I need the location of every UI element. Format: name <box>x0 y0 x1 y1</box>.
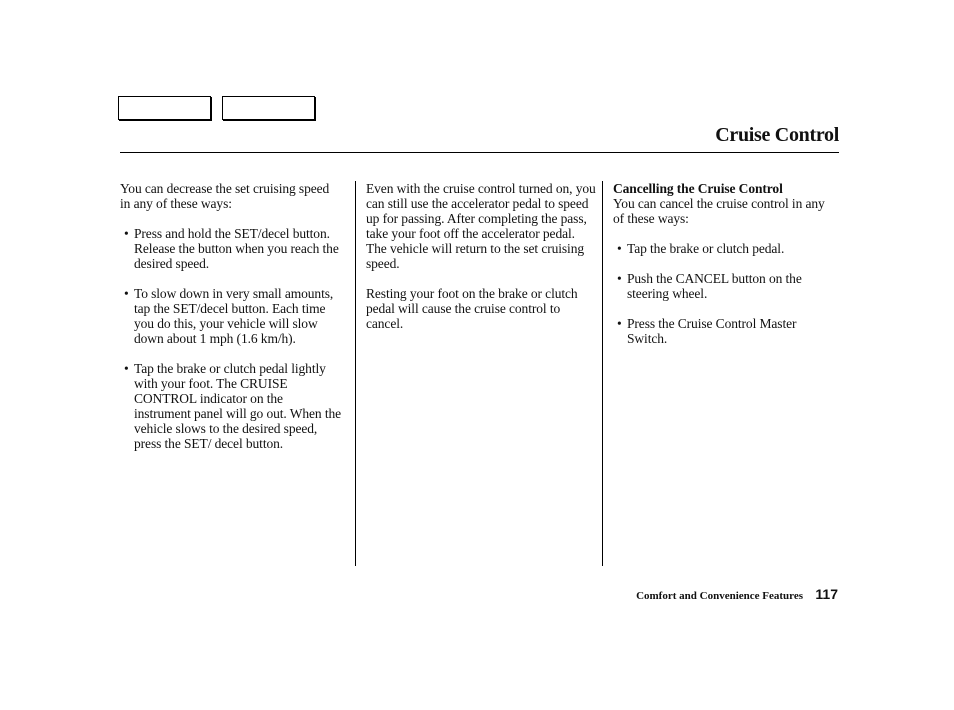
list-item <box>120 361 342 451</box>
section-heading: Cancelling the Cruise Control <box>613 181 783 196</box>
decrease-intro: You can decrease the set cruising speed in any of these ways: <box>120 181 330 211</box>
bullet-icon: • <box>617 316 622 331</box>
bullet-icon: • <box>617 241 622 256</box>
brake-cancel-paragraph: Resting your foot on the brake or clutch pedal will cause the cruise control to cancel. <box>366 286 578 331</box>
page-number: 117 <box>815 586 838 602</box>
bullet-icon: • <box>124 286 129 301</box>
page-title: Cruise Control <box>715 124 839 146</box>
nav-button-index[interactable] <box>222 96 315 120</box>
list-item <box>613 241 835 256</box>
list-item <box>613 271 835 301</box>
decrease-methods-list <box>120 226 342 451</box>
bullet-icon: • <box>124 226 129 241</box>
list-item-text: Press the Cruise Control Master Switch. <box>627 316 797 346</box>
bullet-icon: • <box>617 271 622 286</box>
list-item-text: Tap the brake or clutch pedal lightly with your foot. The CRUISE CONTROL indicator on the instrument panel will go out. When the vehicle slows to the desired speed, press the SET/ decel button. <box>134 361 342 451</box>
footer-section-label: Comfort and Convenience Features <box>636 590 803 602</box>
column-divider-1 <box>355 181 356 566</box>
nav-button-main-menu[interactable] <box>118 96 211 120</box>
list-item <box>120 226 342 271</box>
cancel-methods-list <box>613 241 835 346</box>
column-divider-2 <box>602 181 603 566</box>
list-item-text: Push the CANCEL button on the steering wheel. <box>627 271 802 301</box>
cancel-intro: You can cancel the cruise control in any of these ways: <box>613 196 825 226</box>
list-item <box>613 316 835 346</box>
cancel-section <box>613 181 835 226</box>
list-item-text: To slow down in very small amounts, tap the SET/decel button. Each time you do this, your vehicle will slow down about 1 mph (1.6 km/h). <box>134 286 334 346</box>
column-cancel <box>613 181 835 361</box>
list-item-text: Press and hold the SET/decel button. Release the button when you reach the desired speed. <box>134 226 339 271</box>
bullet-icon: • <box>124 361 129 376</box>
column-passing <box>366 181 596 346</box>
list-item-text: Tap the brake or clutch pedal. <box>627 241 785 256</box>
column-decrease-speed <box>120 181 342 466</box>
passing-paragraph: Even with the cruise control turned on, you can still use the accelerator pedal to speed up for passing. After completing the pass, take your foot off the accelerator pedal. The vehicle will return to the set cruising speed. <box>366 181 596 271</box>
title-divider <box>120 152 839 153</box>
list-item <box>120 286 342 346</box>
